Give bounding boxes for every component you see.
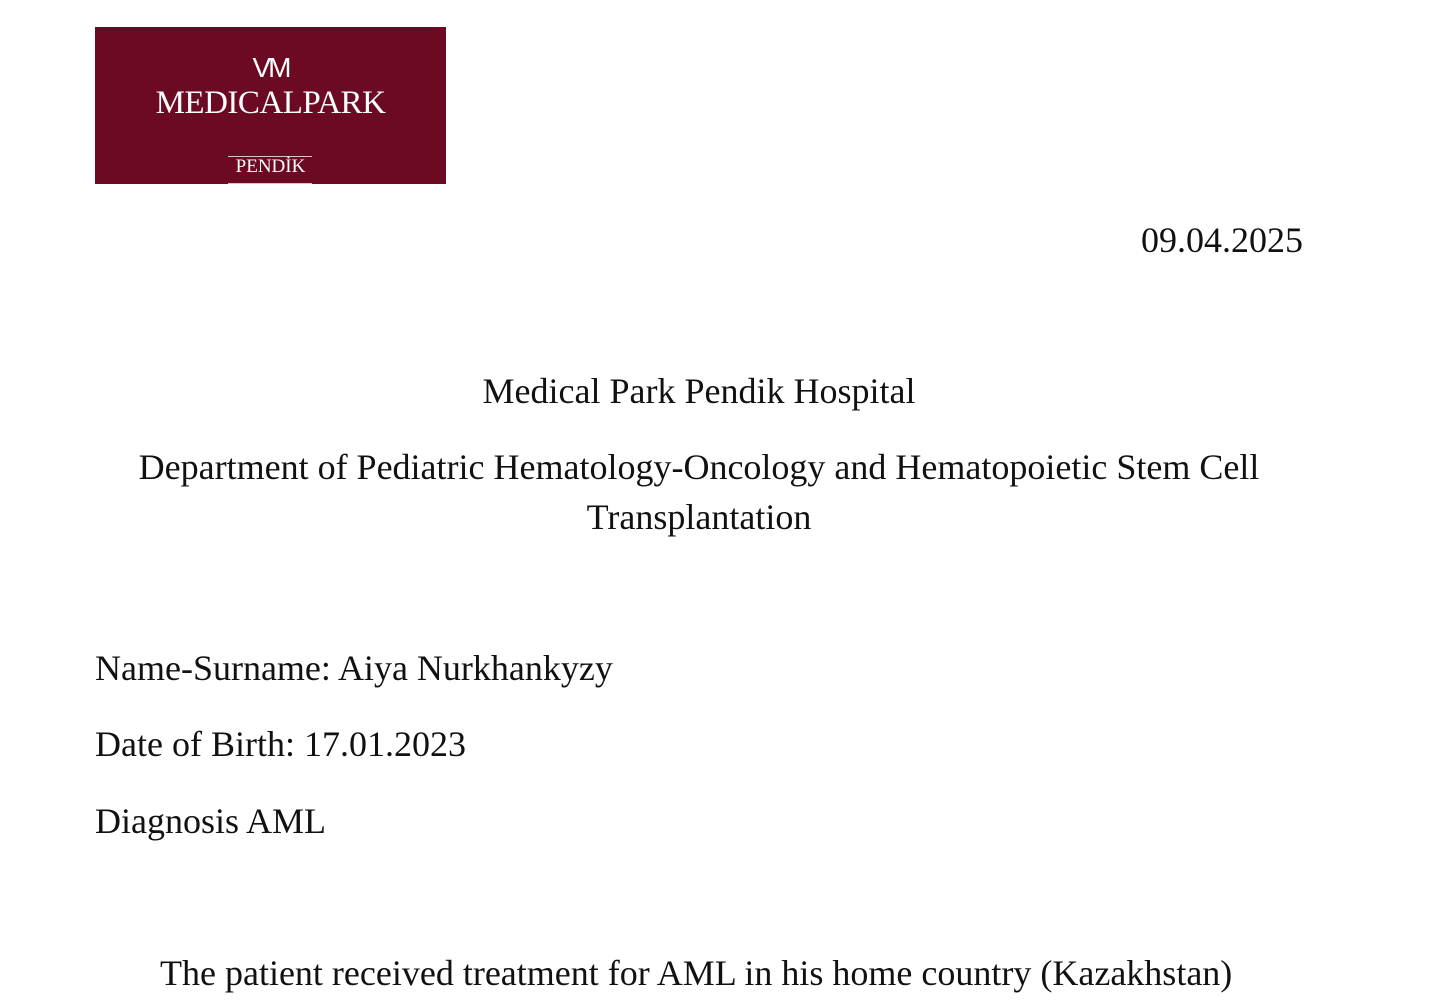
date-of-birth-row <box>95 722 466 766</box>
logo-name: MEDICALPARK <box>155 85 386 121</box>
patient-name-row <box>95 646 613 690</box>
body-paragraph: The patient received treatment for AML in his home country (Kazakhstan) <box>160 953 1233 993</box>
diagnosis-label: Diagnosis <box>95 801 239 841</box>
logo-mark: VM <box>252 52 289 83</box>
dob-value: 17.01.2023 <box>303 724 466 764</box>
medicalpark-logo <box>95 27 446 184</box>
hospital-name: Medical Park Pendik Hospital <box>482 371 916 411</box>
document-date: 09.04.2025 <box>1141 220 1303 260</box>
logo-subtitle: PENDİK <box>235 156 306 177</box>
department-name: Department of Pediatric Hematology-Oncology and Hematopoietic Stem Cell Transplantation <box>138 447 1260 537</box>
diagnosis-value: AML <box>246 801 327 841</box>
logo-divider-bottom <box>228 183 312 184</box>
dob-label: Date of Birth: <box>95 724 295 764</box>
name-label: Name-Surname: <box>95 648 331 688</box>
name-value: Aiya Nurkhankyzy <box>337 648 613 688</box>
diagnosis-row <box>95 799 326 843</box>
